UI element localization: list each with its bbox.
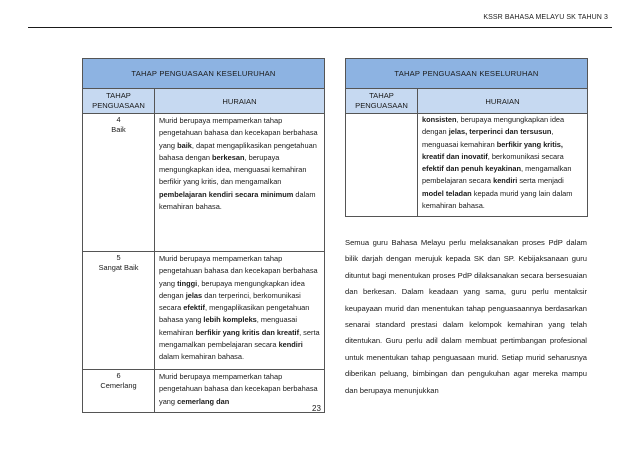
level-name: Baik [111,125,126,134]
table-row [346,114,588,217]
emphasis-text: tinggi [177,278,198,288]
description-text: , berkomunikasi secara [487,151,564,161]
description-text: , mengaplikasikan pengetahuan bahasa yang [159,303,310,325]
emphasis-text: lebih kompleks [203,315,257,325]
table-row [83,114,325,252]
header-rule [28,27,612,28]
description-text: kepada murid yang lain dalam kemahiran bahasa. [422,188,573,211]
right-col-level-header: TAHAP PENGUASAAN [346,89,418,114]
emphasis-text: efektif dan penuh keyakinan [422,164,521,174]
description-text: , berupaya mengungkapkan idea dengan [159,278,305,300]
emphasis-text: berkesan [212,152,245,162]
description-text: , berupaya mengungkapkan idea dengan [422,115,565,137]
emphasis-text: berfikir yang kritis, kreatif dan inovatif [422,139,563,161]
level-cell [83,114,155,252]
description-text: dan terperinci, berkomunikasi secara [159,290,301,313]
level-number: 6 [116,371,121,380]
emphasis-text: cemerlang dan [177,396,230,406]
right-rubric-table [345,58,588,217]
emphasis-text: kendiri [278,340,303,350]
description-text: dalam kemahiran bahasa. [159,189,316,212]
description-text: Murid berupaya mempamerkan tahap pengetahuan bahasa dan kecekapan berbahasa yang [159,372,318,406]
level-name: Sangat Baik [98,263,139,272]
emphasis-text: model teladan [422,188,472,198]
level-number: 5 [116,253,121,262]
description-text: dalam kemahiran bahasa. [159,352,245,362]
table-row [83,252,325,370]
right-col-desc-header: HURAIAN [418,89,588,114]
emphasis-text: konsisten [422,115,457,124]
left-rubric-table [82,58,325,413]
emphasis-text: kendiri [493,176,518,186]
table-row [83,370,325,413]
description-text: serta menjadi [517,176,564,186]
emphasis-text: efektif [183,303,206,313]
left-table-title: TAHAP PENGUASAAN KESELURUHAN [83,59,325,89]
level-description [155,252,325,370]
page-number: 23 [312,404,321,413]
description-text: , serta mengamalkan pembelajaran secara [159,327,320,350]
right-table-title: TAHAP PENGUASAAN KESELURUHAN [346,59,588,89]
running-header: KSSR BAHASA MELAYU SK TAHUN 3 [483,14,608,21]
level-cell [346,114,418,217]
left-col-level-header: TAHAP PENGUASAAN [83,89,155,114]
emphasis-text: jelas [185,290,203,300]
description-text: , menguasai kemahiran [159,315,298,337]
level-description [155,370,325,413]
description-text: Murid berupaya mempamerkan tahap pengetahuan bahasa dan kecekapan berbahasa yang [159,254,318,288]
body-paragraph: Semua guru Bahasa Melayu perlu melaksanakan proses PdP dalam bilik darjah dengan merujuk kepada SK dan SP. Kebijaksanaan guru dituntut bagi menentukan proses PdP dilaksanakan secara bersesuaian dan berkesan. Dalam keadaan yang sama, guru perlu mentaksir keupayaan murid dan menentukan tahap penguasaannya berdasarkan senarai standard prestasi dalam kelompok kemahiran yang telah ditentukan. Guru perlu adil dalam membuat pertimbangan profesional untuk menentukan tahap penguasaan murid. Setiap murid seharusnya diberikan peluang, bimbingan dan pengukuhan agar mereka mampu dan berupaya menunjukkan [345,238,587,395]
description-text: , dapat mengaplikasikan pengetahuan bahasa dengan [159,140,317,162]
emphasis-text: berfikir yang kritis dan kreatif [195,327,300,337]
level-name: Cemerlang [100,381,137,390]
description-text: Murid berupaya mempamerkan tahap pengetahuan bahasa dan kecekapan berbahasa yang [159,116,318,150]
level-cell [83,252,155,370]
description-text: , mengamalkan pembelajaran secara [422,164,572,186]
left-col-desc-header: HURAIAN [155,89,325,114]
level-number: 4 [116,115,121,124]
emphasis-text: baik [177,140,192,150]
emphasis-text: jelas, terperinci dan tersusun [448,127,552,137]
emphasis-text: pembelajaran kendiri secara minimum [159,189,294,199]
level-cell [83,370,155,413]
level-description [418,114,588,217]
description-text: , menguasai kemahiran [422,127,554,149]
description-text: , berupaya mengungkapkan idea, menguasai kemahiran berfikir yang kritis, dan mengamalkan [159,152,307,187]
level-description [155,114,325,252]
